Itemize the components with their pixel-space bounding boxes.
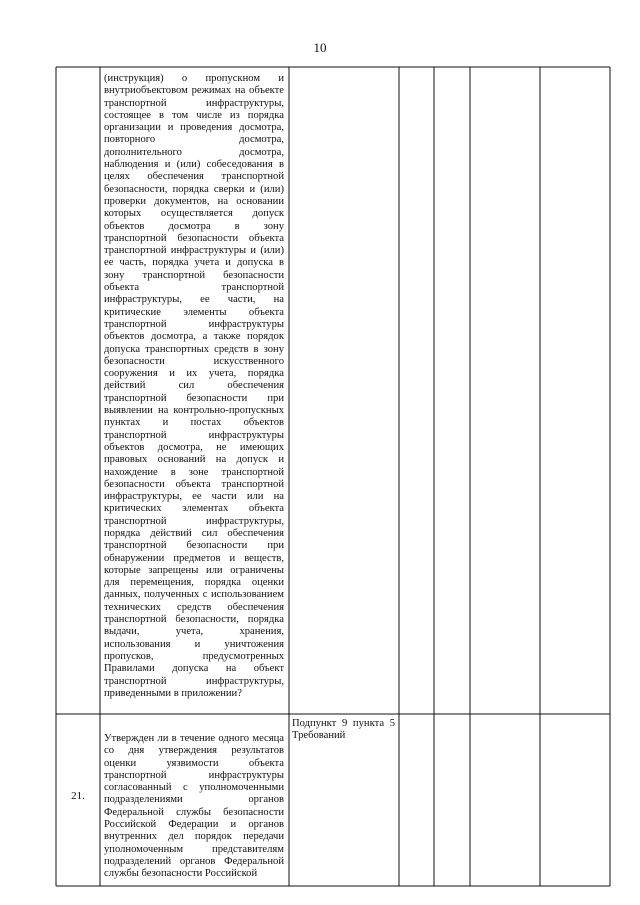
text-line: объектов досмотра, а также порядок — [104, 331, 284, 343]
text-line: безопасности искусственного — [104, 355, 284, 367]
requirement-text-continued — [104, 73, 284, 700]
text-line: нахождение в зоне транспортной — [104, 466, 284, 478]
text-line: использования и уничтожения — [104, 638, 284, 650]
text-line: подразделениями органов — [104, 794, 284, 806]
text-line: со дня утверждения результатов — [104, 745, 284, 757]
text-line: зону транспортной безопасности — [104, 269, 284, 281]
text-line: дополнительного досмотра, — [104, 146, 284, 158]
text-line: которые запрещены или ограничены — [104, 564, 284, 576]
text-line: транспортной инфраструктуры, — [104, 675, 284, 687]
text-line: уполномоченным представителям — [104, 843, 284, 855]
text-line: безопасности, порядка сверки и (или) — [104, 183, 284, 195]
text-line: наблюдения и (или) собеседования в — [104, 159, 284, 171]
text-line: объектов досмотра, не имеющих — [104, 441, 284, 453]
text-line: Российской Федерации и органов — [104, 819, 284, 831]
text-line: объекта транспортной — [104, 282, 284, 294]
text-line: данных, полученных с использованием — [104, 589, 284, 601]
text-line: технических средств обеспечения — [104, 601, 284, 613]
text-line: транспортной безопасности при — [104, 392, 284, 404]
text-line: транспортной безопасности при — [104, 540, 284, 552]
text-line: Утвержден ли в течение одного месяца — [104, 733, 284, 744]
page-number: 10 — [313, 40, 327, 55]
text-line: проверки документов, на основании — [104, 195, 284, 207]
text-line: внутренних дел порядок передачи — [104, 831, 284, 843]
text-line: транспортной инфраструктуры, — [104, 97, 284, 109]
text-line: пропусков, предусмотренных — [104, 650, 284, 662]
text-line: правовых оснований на допуск и — [104, 454, 284, 466]
text-line: состоящее в том числе из порядка — [104, 109, 284, 121]
text-line: подразделений органов Федеральной — [104, 855, 284, 867]
text-line: инфраструктуры, ее части или на — [104, 491, 284, 503]
text-line: допуска транспортных средств в зону — [104, 343, 284, 355]
text-line: действий сил обеспечения — [104, 380, 284, 392]
text-line: организации и проведения досмотра, — [104, 122, 284, 134]
text-line: оценки уязвимости объекта — [104, 757, 284, 769]
text-line: (инструкция) о пропускном и — [104, 73, 284, 84]
text-line: выявлении на контрольно-пропускных — [104, 405, 284, 417]
text-line: транспортной безопасности объекта — [104, 232, 284, 244]
text-line: безопасности объекта транспортной — [104, 478, 284, 490]
text-line: для перемещения, порядка оценки — [104, 577, 284, 589]
text-line: ее часть, порядка учета и допуска в — [104, 257, 284, 269]
reference-line: Подпункт 9 пункта 5 — [292, 718, 395, 729]
requirement-text — [104, 733, 284, 881]
text-line: объектов досмотра в зону — [104, 220, 284, 232]
reference-line: Требований — [292, 730, 346, 742]
text-line: транспортной инфраструктуры — [104, 318, 284, 330]
text-line: транспортной инфраструктуры — [104, 769, 284, 781]
text-line: сооружения и их учета, порядка — [104, 368, 284, 380]
text-line: порядка действий сил обеспечения — [104, 527, 284, 539]
row-number: 21. — [71, 790, 85, 802]
text-line: службы безопасности Российской — [104, 868, 258, 880]
text-line: внутриобъектовом режимах на объекте — [104, 85, 284, 97]
text-line: приведенными в приложении? — [104, 687, 242, 699]
text-line: критических элементах объекта — [104, 503, 284, 515]
text-line: транспортной инфраструктуры и (или) — [104, 245, 284, 257]
text-line: выдачи, учета, хранения, — [104, 626, 284, 638]
text-line: пунктах и постах объектов — [104, 417, 284, 429]
text-line: обнаружении предметов и веществ, — [104, 552, 284, 564]
text-line: Правилами допуска на объект — [104, 663, 284, 675]
text-line: целях обеспечения транспортной — [104, 171, 284, 183]
text-line: критические элементы объекта — [104, 306, 284, 318]
text-line: транспортной инфраструктуры, — [104, 515, 284, 527]
text-line: Федеральной службы безопасности — [104, 806, 284, 818]
text-line: транспортной безопасности, порядка — [104, 614, 284, 626]
text-line: которых осуществляется допуск — [104, 208, 284, 220]
text-line: транспортной инфраструктуры — [104, 429, 284, 441]
text-line: инфраструктуры, ее части, на — [104, 294, 284, 306]
text-line: повторного досмотра, — [104, 134, 284, 146]
text-line: согласованный с уполномоченными — [104, 782, 284, 794]
normative-reference — [292, 718, 395, 743]
